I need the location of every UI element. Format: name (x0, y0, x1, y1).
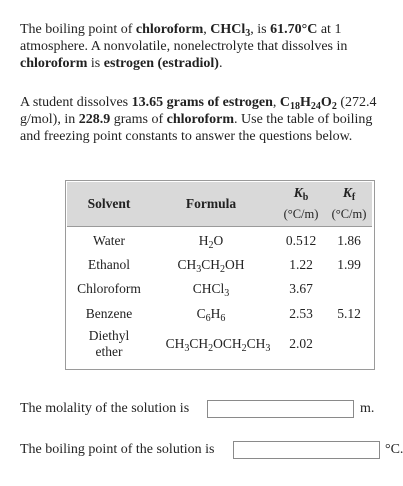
table-row-formula: $H_2O$ (198, 233, 224, 251)
table-row-kb: 2.02 (289, 336, 313, 351)
table-row-kf: 5.12 (337, 306, 361, 321)
table-row-formula: $CH_3CH_2OH$ (177, 257, 245, 275)
boiling-point-label: The boiling point of the solution is (20, 442, 215, 457)
table-row-solvent: Diethyl ether (88, 328, 130, 359)
header-kb: $K_b$ (293, 185, 309, 203)
molality-label: The molality of the solution is (20, 401, 190, 416)
table-row-kb: 0.512 (285, 233, 317, 248)
header-solvent: Solvent (87, 196, 131, 211)
table-row-kb: 3.67 (289, 281, 313, 296)
intro-paragraph: The boiling point of chloroform, CHCl$_3$, is 61.70°C at 1 atmosphere. A nonvolatile, nonelectrolyte that dissolves in chloroform is estrogen (estradiol). (20, 22, 348, 71)
table-row-solvent: Water (93, 233, 125, 248)
header-formula: Formula (185, 196, 237, 211)
table-row-kf: 1.99 (337, 257, 361, 272)
header-kf: $K_f$ (342, 185, 356, 203)
boiling-point-unit: °C. (385, 442, 403, 457)
table-row-solvent: Chloroform (77, 281, 141, 296)
problem-paragraph: A student dissolves 13.65 grams of estrogen, $C_{18}H_{24}O_2$ (272.4 g/mol), in 228.9 grams of chloroform. Use the table of boiling and freezing point constants to answer the questions below. (20, 95, 377, 144)
table-row-solvent: Ethanol (88, 257, 130, 272)
molality-input[interactable] (207, 400, 354, 418)
molality-unit: m. (360, 401, 375, 416)
table-row-formula: $CH_3CH_2OCH_2CH_3$ (165, 336, 271, 354)
table-row-formula: CHCl$_3$ (192, 281, 230, 299)
table-row-kf: 1.86 (337, 233, 361, 248)
table-row-kb: 1.22 (289, 257, 313, 272)
table-row-kb: 2.53 (289, 306, 313, 321)
table-row-formula: $C_6H_6$ (196, 306, 226, 324)
constants-table (65, 180, 375, 370)
header-kb-unit: (°C/m) (283, 207, 319, 221)
header-kf-unit: (°C/m) (331, 207, 367, 221)
table-row-solvent: Benzene (85, 306, 133, 321)
boiling-point-input[interactable] (233, 441, 380, 459)
